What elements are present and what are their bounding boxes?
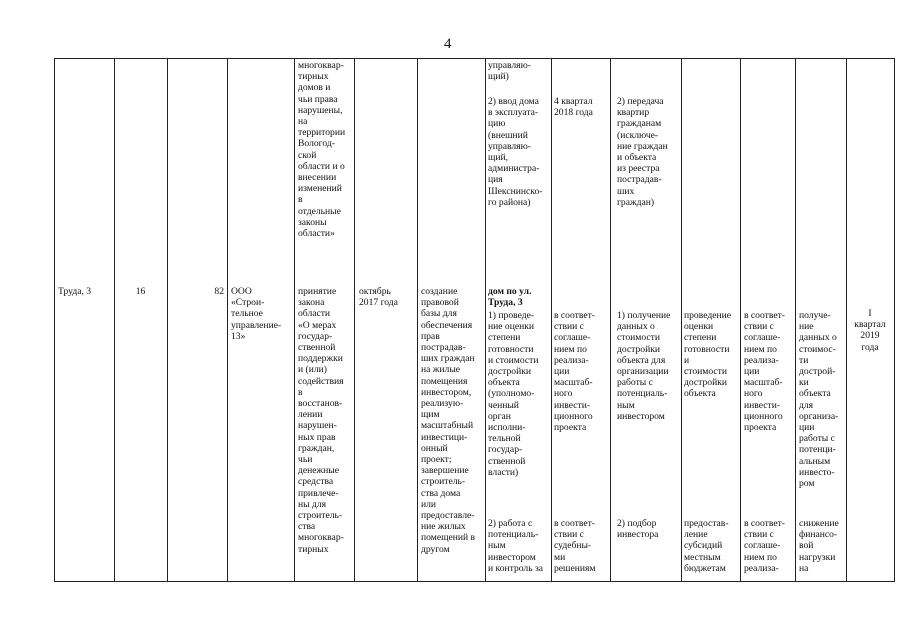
law-adoption-cell: принятие закона области «О мерах государ- ственной поддержки и (или) содействия в восстанов- лении нарушен- ных прав граждан, чьи денежные средства привлече- ны для строитель- ства многоквар- тирных — [298, 286, 344, 555]
measure-term-assessment: в соответ- ствии с соглаше- нием по реализа- ции масштаб- ного инвести- ционного проекта — [744, 310, 785, 434]
result-assessment: 1) получение данных о стоимости достройки объекта для организации работы с потенциаль- ным инвестором — [617, 310, 671, 422]
column-divider — [294, 58, 295, 582]
deadline-commissioning: 4 квартал 2018 года — [554, 96, 593, 119]
column-divider — [167, 58, 168, 582]
column-divider — [681, 58, 682, 582]
table-border — [54, 581, 895, 582]
law-continuation: многоквар- тирных домов и чьи права нарушены, на территории Вологод- ской области и о внесении изменений в отдельные законы области» — [298, 60, 346, 240]
measure-term-subsidies: в соответ- ствии с соглаше- нием по реализа- — [744, 518, 785, 574]
column-divider — [610, 58, 611, 582]
measure-result-assessment: получе- ние данных о стоимос- ти дострой- ки объекта для организа- ции работы с потенци- альным инвесто- ром — [799, 310, 839, 490]
measure-subsidies: предостав- ление субсидий местным бюджетам — [684, 518, 729, 574]
transfer-apartments: 2) передача квартир гражданам (исключе- ние граждан и объекта из реестра пострадав- ших граждан) — [617, 96, 668, 208]
responsible-commissioning: 2) ввод дома в эксплуата- цию (внешний управляю- щий, администра- ция Шекснинско- го района) — [488, 96, 543, 208]
measure-assessment: проведение оценки степени готовности и стоимости достройки объекта — [684, 310, 731, 400]
count-cell: 82 — [214, 286, 224, 297]
column-divider — [740, 58, 741, 582]
column-divider — [551, 58, 552, 582]
table-border — [54, 58, 55, 582]
house-title: дом по ул. Труда, 3 — [488, 286, 532, 309]
address-cell: Труда, 3 — [58, 286, 92, 297]
measures-table — [54, 58, 895, 582]
column-divider — [417, 58, 418, 582]
table-border — [54, 58, 895, 59]
column-divider — [114, 58, 115, 582]
final-term-cell: I квартал 2019 года — [854, 308, 886, 353]
table-border — [894, 58, 895, 582]
count-cell: 16 — [135, 286, 146, 297]
measure-result-subsidies: снижение финансо- вой нагрузки на — [799, 518, 839, 574]
column-divider — [485, 58, 486, 582]
action-investor: 2) работа с потенциаль- ным инвестором и контроль за — [488, 518, 544, 574]
column-divider — [795, 58, 796, 582]
law-date-cell: октябрь 2017 года — [359, 286, 398, 309]
column-divider — [354, 58, 355, 582]
responsible-continuation: управляю- щий) — [488, 60, 531, 83]
developer-cell: ООО «Строи- тельное управление- 13» — [231, 286, 282, 342]
goal-cell: создание правовой базы для обеспечения прав пострадав- ших граждан на жилые помещения инвестором, реализую- щим масштабный инвестици- онный проект; завершение строитель- ства дома или предоставле- ние жилых помещений в другом — [421, 286, 476, 555]
column-divider — [227, 58, 228, 582]
page-number: 4 — [444, 36, 452, 52]
term-investor: в соответ- ствии с судебны- ми решениям — [554, 518, 596, 574]
term-assessment: в соответ- ствии с соглаше- нием по реализа- ции масштаб- ного инвести- ционного проекта — [554, 310, 595, 434]
result-investor: 2) подбор инвестора — [617, 518, 659, 541]
action-assessment: 1) проведе- ние оценки степени готовности и стоимости достройки объекта (уполномо- ченный орган исполни- тельной государ- ственной власти) — [488, 310, 539, 478]
